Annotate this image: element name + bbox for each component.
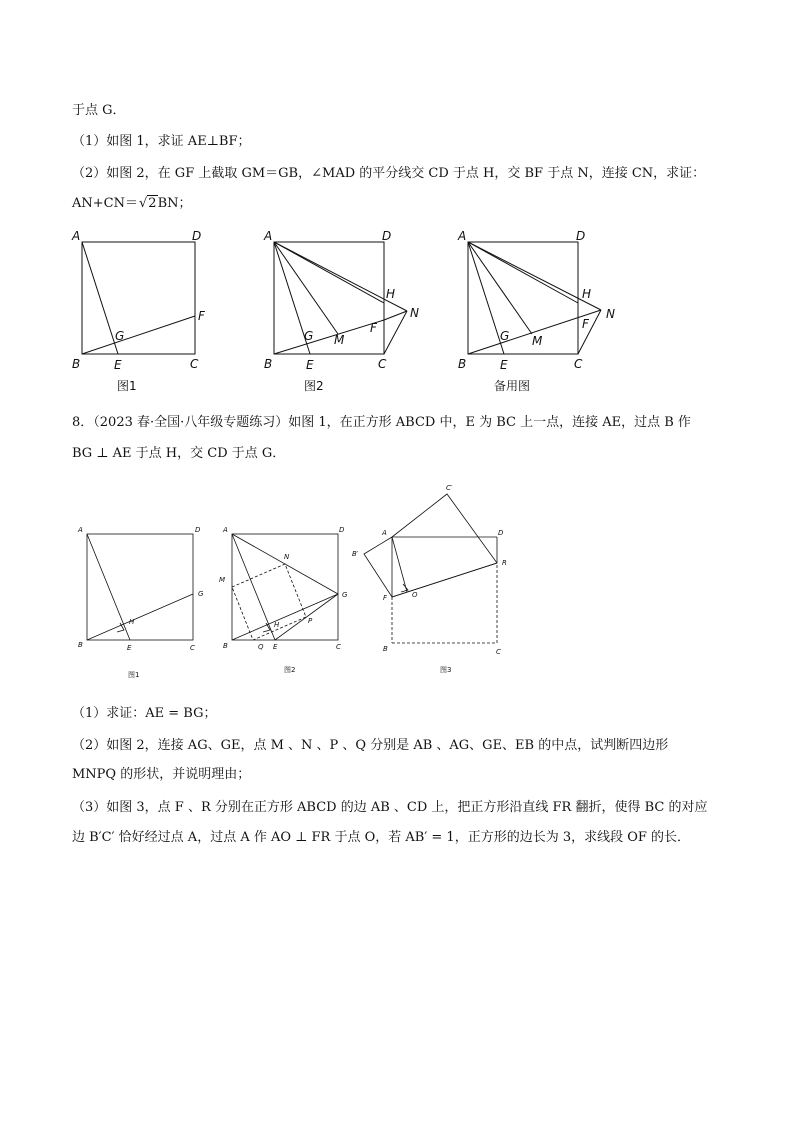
label-h: H: [582, 287, 592, 301]
label-c: C: [190, 644, 195, 652]
label-g: G: [198, 590, 204, 598]
label-m: M: [532, 334, 543, 348]
label-b: B: [78, 641, 83, 649]
text-line-3: （2）如图 2，在 GF 上截取 GM＝GB，∠MAD 的平分线交 CD 于点 H，交 BF 于点 N，连接 CN，求证：: [72, 166, 706, 181]
label-a: A: [458, 229, 467, 243]
text-line-4: [72, 194, 192, 214]
label-f: F: [370, 321, 377, 335]
label-b: B: [223, 642, 228, 650]
text-line-1: 于点 G．: [72, 103, 126, 118]
label-e: E: [273, 643, 278, 651]
label-r: R: [502, 559, 507, 567]
sqrt-radicand: 2: [148, 196, 157, 211]
label-c: C: [190, 357, 199, 371]
label-m: M: [219, 576, 226, 584]
label-h: H: [129, 618, 135, 626]
label-d: D: [192, 229, 202, 243]
label-n: N: [606, 307, 615, 321]
label-g: G: [304, 329, 314, 343]
label-a: A: [78, 526, 83, 534]
label-b: B: [72, 357, 81, 371]
question-8-2-line-2: MNPQ 的形状，并说明理由；: [72, 767, 251, 782]
question-8-3-line-2: 边 B′C′ 恰好经过点 A，过点 A 作 AO ⊥ FR 于点 O，若 AB′ = 1，正方形的边长为 3，求线段 OF 的长．: [72, 830, 691, 845]
label-d: D: [498, 529, 504, 537]
label-f: F: [582, 317, 589, 331]
caption-8-3: 图3: [440, 666, 452, 674]
label-g: G: [500, 329, 510, 343]
label-b-prime: B′: [352, 550, 359, 558]
figure-8-2: [218, 520, 368, 680]
caption-8-2: 图2: [284, 666, 296, 674]
label-c: C: [574, 357, 583, 371]
label-c-prime: C′: [446, 484, 453, 492]
label-d: D: [576, 229, 586, 243]
text-line-4-b: BN；: [157, 196, 192, 211]
label-e: E: [500, 358, 508, 372]
caption-fig2: 图2: [304, 379, 324, 393]
label-o: O: [412, 591, 418, 599]
label-n: N: [410, 306, 419, 320]
label-e: E: [127, 644, 132, 652]
figure-1-top: [70, 228, 230, 393]
label-h: H: [386, 287, 396, 301]
text-line-2: （1）如图 1，求证 AE⊥BF；: [72, 134, 251, 149]
figure-3-top: [456, 228, 631, 393]
label-e: E: [114, 358, 122, 372]
question-8-3-line-1: （3）如图 3，点 F 、R 分别在正方形 ABCD 的边 AB 、CD 上，把正方形沿直线 FR 翻折，使得 BC 的对应: [72, 800, 708, 815]
label-c: C: [336, 643, 341, 651]
figure-2-top: [262, 228, 432, 393]
label-g: G: [115, 329, 125, 343]
caption-fig1: 图1: [117, 379, 137, 393]
figure-8-3: [350, 480, 525, 680]
label-g: G: [342, 591, 348, 599]
label-e: E: [306, 358, 314, 372]
label-f: F: [198, 309, 205, 323]
label-b: B: [458, 357, 467, 371]
label-q: Q: [258, 643, 264, 651]
caption-fig3: 备用图: [494, 379, 531, 393]
label-n: N: [284, 553, 290, 561]
label-a: A: [72, 229, 81, 243]
label-m: M: [334, 333, 345, 347]
label-b: B: [383, 645, 388, 653]
label-a: A: [264, 229, 273, 243]
label-a: A: [382, 529, 387, 537]
label-d: D: [339, 526, 345, 534]
caption-8-1: 图1: [128, 671, 140, 679]
text-line-4-a: AN+CN＝: [72, 196, 138, 211]
problem-8-line-2: BG ⊥ AE 于点 H，交 CD 于点 G．: [72, 446, 286, 461]
figure-8-1: [76, 520, 216, 680]
label-c: C: [378, 357, 387, 371]
label-c: C: [496, 648, 501, 656]
label-a: A: [223, 526, 228, 534]
question-8-1: （1）求证：AE = BG；: [72, 706, 217, 721]
label-d: D: [382, 229, 392, 243]
label-p: P: [308, 617, 313, 625]
problem-8-line-1: 8．（2023 春·全国·八年级专题练习）如图 1，在正方形 ABCD 中，E 为 BC 上一点，连接 AE，过点 B 作: [72, 415, 691, 430]
label-f: F: [383, 594, 388, 602]
label-h: H: [274, 621, 280, 629]
label-b: B: [264, 357, 273, 371]
sqrt-symbol: √2: [138, 196, 157, 211]
label-d: D: [195, 526, 201, 534]
question-8-2-line-1: （2）如图 2，连接 AG、GE，点 M 、N 、P 、Q 分别是 AB 、AG、GE、EB 的中点，试判断四边形: [72, 738, 669, 753]
